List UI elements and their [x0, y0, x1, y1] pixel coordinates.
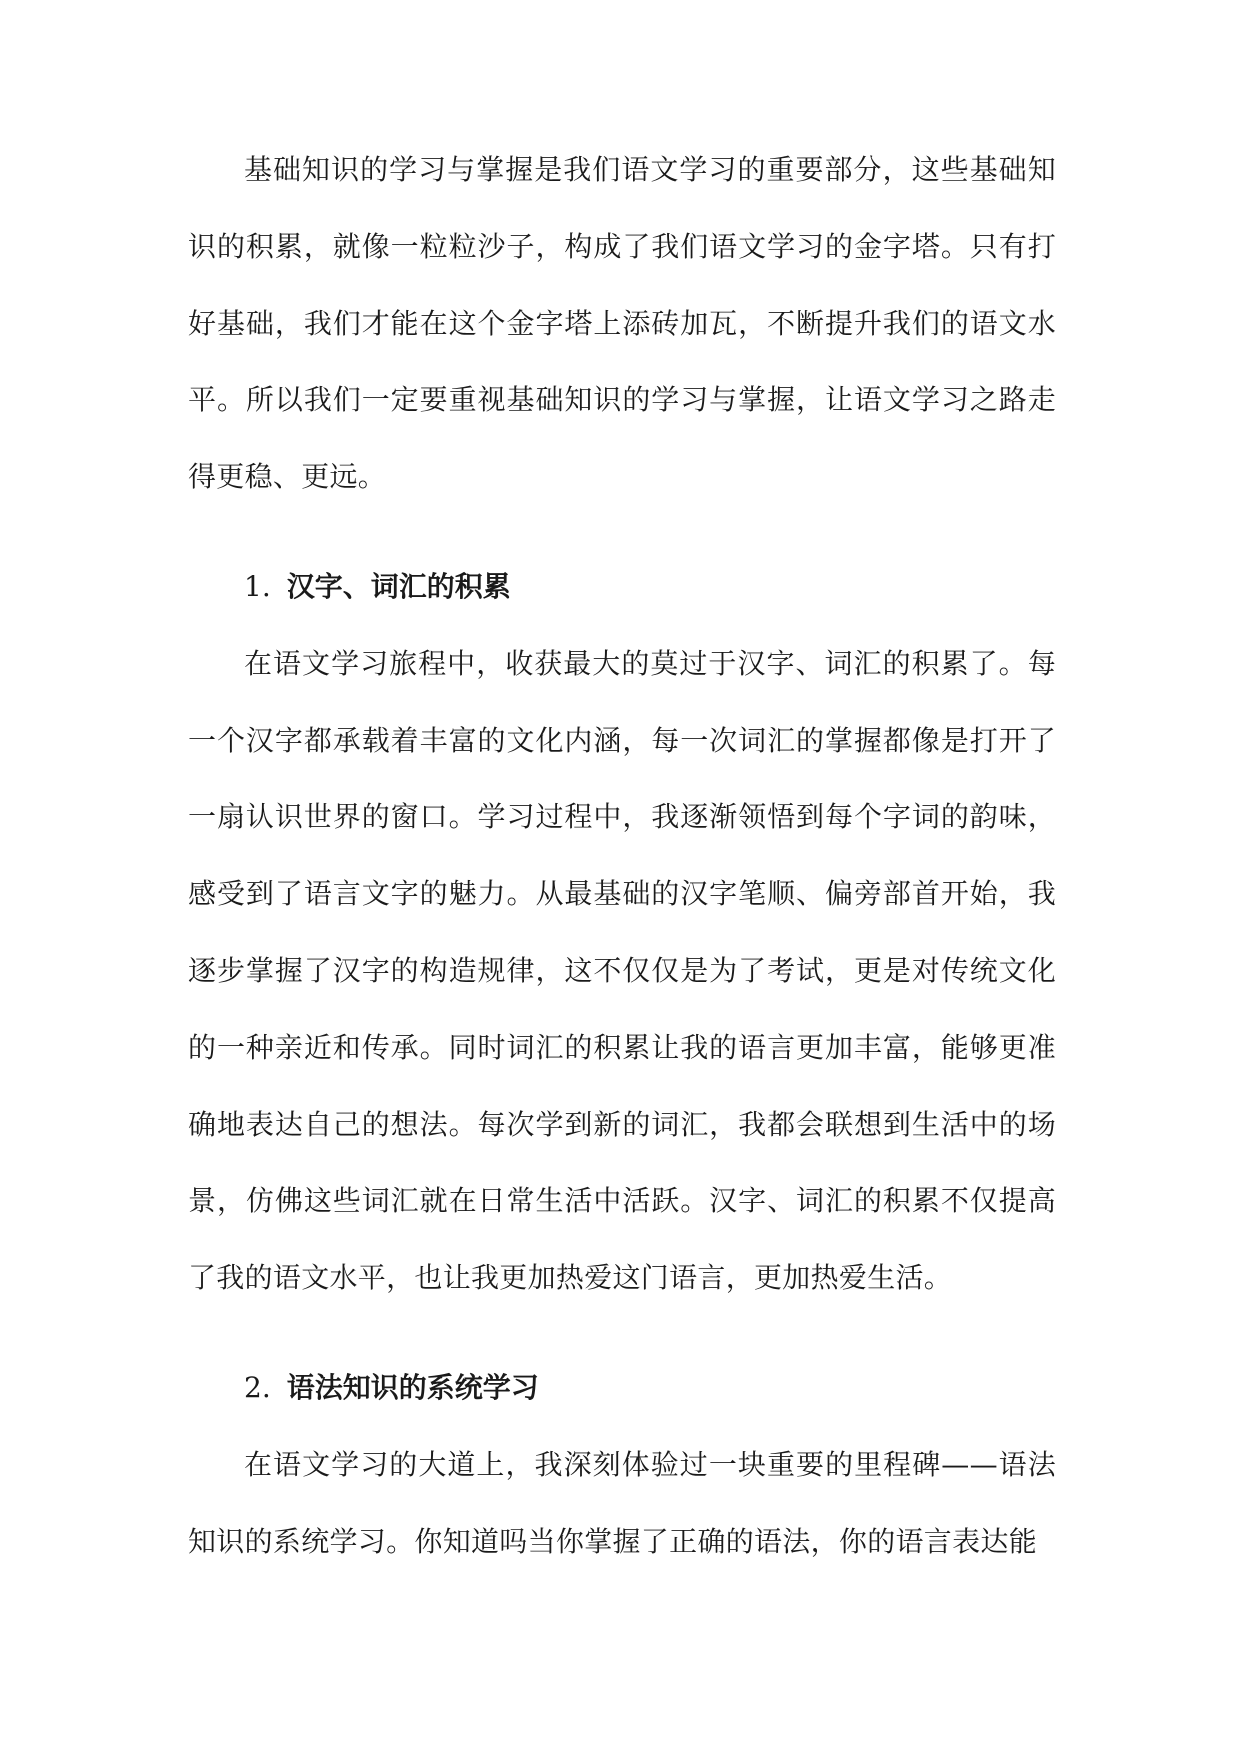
section-1-paragraph: 在语文学习旅程中，收获最大的莫过于汉字、词汇的积累了。每一个汉字都承载着丰富的文化内涵，每一次词汇的掌握都像是打开了一扇认识世界的窗口。学习过程中，我逐渐领悟到每个字词的韵味，感受到了语言文字的魅力。从最基础的汉字笔顺、偏旁部首开始，我逐步掌握了汉字的构造规律，这不仅仅是为了考试，更是对传统文化的一种亲近和传承。同时词汇的积累让我的语言更加丰富，能够更准确地表达自己的想法。每次学到新的词汇，我都会联想到生活中的场景，仿佛这些词汇就在日常生活中活跃。汉字、词汇的积累不仅提高了我的语文水平，也让我更加热爱这门语言，更加热爱生活。 — [188, 646, 1056, 1295]
section-1-title: 汉字、词汇的积累 — [286, 569, 511, 603]
section-1-number: 1. — [244, 569, 271, 603]
section-2-title: 语法知识的系统学习 — [286, 1370, 539, 1404]
section-1-heading — [188, 549, 1056, 626]
section-2-number: 2. — [244, 1370, 271, 1404]
document-page — [188, 132, 1056, 1580]
section-2-heading — [188, 1350, 1056, 1427]
section-2-paragraph: 在语文学习的大道上，我深刻体验过一块重要的里程碑——语法知识的系统学习。你知道吗当你掌握了正确的语法，你的语言表达能 — [188, 1447, 1056, 1558]
intro-paragraph: 基础知识的学习与掌握是我们语文学习的重要部分，这些基础知识的积累，就像一粒粒沙子，构成了我们语文学习的金字塔。只有打好基础，我们才能在这个金字塔上添砖加瓦，不断提升我们的语文水平。所以我们一定要重视基础知识的学习与掌握，让语文学习之路走得更稳、更远。 — [188, 153, 1056, 494]
